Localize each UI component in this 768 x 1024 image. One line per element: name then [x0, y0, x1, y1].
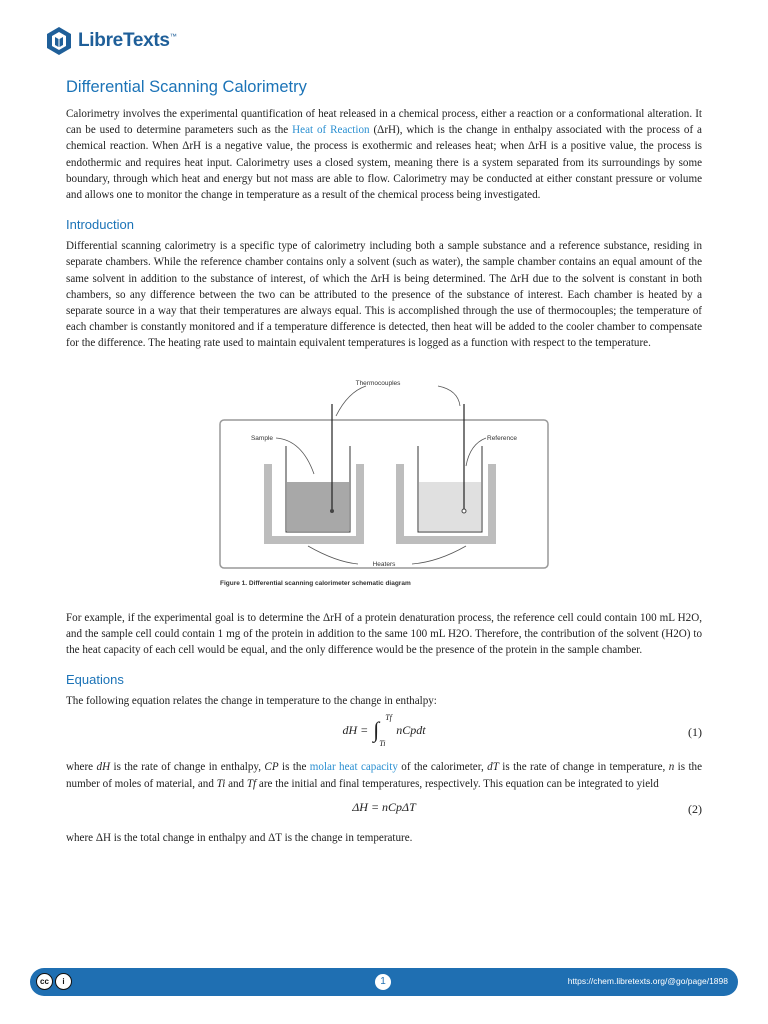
- sample-label: Sample: [250, 434, 274, 442]
- intro-paragraph: Calorimetry involves the experimental quantification of heat released in a chemical process, either a reaction or a conformational alteration. It can be used to determine parameters such as the Heat of Reaction (ΔrH), which is the change in enthalpy associated with the process of a chemical reaction. When ΔrH is a negative value, the process is exothermic and releases heat; when ΔrH is a positive value, the process is endothermic and requires heat input. Calorimetry uses a closed system, meaning there is a system separated from its surroundings by some boundary, through which heat and energy but not mass are able to flow. Calorimetry may be conducted at either constant pressure or volume and allows one to monitor the change in temperature as a result of the chemical process being investigated.: [66, 108, 702, 202]
- molar-heat-capacity-link[interactable]: molar heat capacity: [309, 761, 398, 774]
- page-number: 1: [375, 974, 391, 990]
- libretexts-logo-icon: [46, 26, 72, 56]
- attribution-icon: i: [55, 973, 72, 990]
- example-paragraph: For example, if the experimental goal is to determine the ΔrH of a protein denaturation process, the reference cell could contain 100 mL H2O, and the sample cell could contain 1 mg of the protein in addition to the same 100 mL H2O. Therefore, the contribution of the solvent (H2O) to the heat capacity of each cell would be equal, and the only difference would be the presence of the protein in the sample chamber.: [66, 611, 702, 657]
- document-content: [66, 78, 702, 846]
- equation-1: dH = ∫ Tf Ti nCpdt (1): [342, 713, 702, 749]
- section-heading-introduction: Introduction: [66, 217, 134, 233]
- page-title: Differential Scanning Calorimetry: [66, 78, 307, 96]
- logo-text: LibreTexts™: [78, 30, 177, 51]
- page-footer: [30, 968, 738, 996]
- equations-lead: The following equation relates the change in temperature to the change in enthalpy:: [66, 695, 437, 708]
- figure-caption: Figure 1. Differential scanning calorimeter schematic diagram: [220, 579, 411, 587]
- page-url[interactable]: https://chem.libretexts.org/@go/page/1898: [567, 976, 728, 986]
- heaters-label: Heaters: [372, 560, 396, 568]
- dsc-schematic-figure: [66, 366, 702, 592]
- creative-commons-icon: cc: [36, 973, 53, 990]
- reference-probe: [462, 509, 466, 513]
- reference-label: Reference: [487, 434, 517, 442]
- thermocouples-label: Thermocouples: [355, 379, 401, 387]
- libretexts-logo[interactable]: [46, 26, 176, 56]
- sample-probe: [330, 509, 334, 513]
- heat-of-reaction-link[interactable]: Heat of Reaction: [292, 124, 370, 137]
- dsc-schematic-diagram: [66, 366, 702, 592]
- equation-2: ΔH = nCpΔT (2): [352, 799, 702, 816]
- sample-liquid: [287, 482, 349, 531]
- section-heading-equations: Equations: [66, 672, 124, 688]
- equation-1-number: (1): [688, 725, 702, 740]
- equation-2-number: (2): [688, 801, 702, 816]
- reference-liquid: [419, 482, 481, 531]
- equation-2-explanation: where ΔH is the total change in enthalpy and ΔT is the change in temperature.: [66, 831, 413, 844]
- equation-1-explanation: where dH is the rate of change in enthalpy, CP is the molar heat capacity of the calorimeter, dT is the rate of change in temperature, n is the number of moles of material, and Ti and Tf are the initial and final temperatures, respectively. This equation can be integrated to yield: [66, 761, 703, 790]
- introduction-paragraph: Differential scanning calorimetry is a specific type of calorimetry including both a sample substance and a reference substance, residing in separate chambers. While the reference chamber contains only a solvent (such as water), the sample chamber contains an equal amount of the same solvent in addition to the substance of interest, of which the ΔrH is being determined. The ΔrH due to the solvent is constant in both chambers, so any difference between the two can be attributed to the presence of the substance of interest. Each chamber is heated by a separate source in a way that their temperatures are always equal. This is accomplished through the use of thermocouples; the temperature of each chamber is constantly monitored and if a temperature difference is detected, then heat will be added to the cooler chamber to compensate for the difference. The heating rate used to maintain equivalent temperatures is logged as a function with respect to the temperature.: [66, 240, 702, 350]
- cc-by-license-badge[interactable]: [36, 973, 72, 990]
